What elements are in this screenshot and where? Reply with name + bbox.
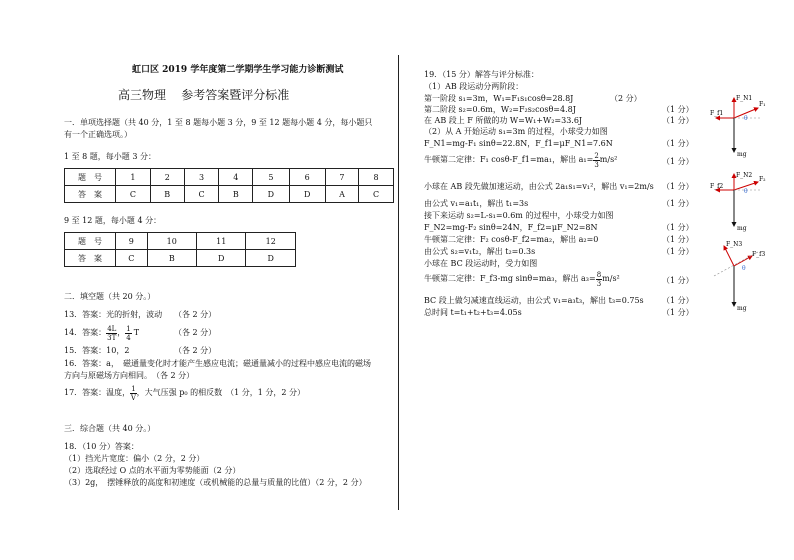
part1-label: 1 至 8 题，每小题 3 分： bbox=[64, 152, 156, 161]
section1-heading: 一．单项选择题（共 40 分，1 至 8 题每小题 3 分，9 至 12 题每小题 4 分，每小题只 bbox=[64, 118, 373, 127]
q19-score-6: （1 分） bbox=[662, 182, 694, 191]
table-cell: 3 bbox=[184, 169, 219, 186]
table-row bbox=[65, 233, 296, 250]
q19-line-14: BC 段上做匀减速直线运动，由公式 v₁=a₃t₃，解出 t₃=0.75s bbox=[424, 296, 644, 305]
q14-prefix: 14．答案： bbox=[64, 328, 107, 337]
table-cell: 9 bbox=[116, 233, 148, 250]
q17-fraction: $\frac{1}{V}$ bbox=[130, 384, 136, 402]
q19-line-7: 由公式 v₁=a₁t₁，解出 t₁=3s bbox=[424, 199, 529, 208]
table-header-cell: 答 案 bbox=[65, 250, 116, 267]
q19-line-6: 小球在 AB 段先做加速运动，由公式 2a₁s₁=v₁²，解出 v₁=2m/s bbox=[424, 182, 654, 191]
table-cell: B bbox=[147, 250, 196, 267]
table-cell: 11 bbox=[197, 233, 246, 250]
column-divider bbox=[398, 55, 399, 510]
diagram-2-fn-label: F_N2 bbox=[736, 172, 753, 179]
diagram-1-f-label: F₁ bbox=[759, 101, 766, 108]
q19-part1: （1）AB 段运动分两阶段： bbox=[424, 82, 524, 91]
q19-line-13-prefix: 牛顿第二定律：F_f3-mg sinθ=ma₃，解出 a₃= bbox=[424, 274, 596, 283]
table-cell: 8 bbox=[359, 169, 394, 186]
q19-line-12: 小球在 BC 段运动时，受力如图 bbox=[424, 259, 538, 268]
q19-part2: （2）从 A 开始运动 s₁=3m 的过程，小球受力如图 bbox=[424, 127, 608, 136]
q19-score-10: （1 分） bbox=[662, 235, 694, 244]
q18-part3: （3）2g， 摆锤释放的高度和初速度（或机械能的总量与质量的比值）（2 分，2 分） bbox=[64, 478, 367, 487]
q19-score-4: （1 分） bbox=[662, 139, 694, 148]
page-title: 虹口区 2019 学年度第二学期学生学习能力诊断测试 bbox=[132, 65, 344, 75]
table-cell: 1 bbox=[116, 169, 151, 186]
table-cell: 10 bbox=[147, 233, 196, 250]
q19-score-15: （1 分） bbox=[662, 308, 694, 317]
table-cell: 5 bbox=[253, 169, 289, 186]
q19-line-5-suffix: m/s² bbox=[599, 155, 618, 164]
table-row bbox=[65, 186, 394, 203]
table-header-cell: 答 案 bbox=[65, 186, 116, 203]
diagram-1-fn-label: F_N1 bbox=[736, 95, 753, 102]
part2-label: 9 至 12 题，每小题 4 分： bbox=[64, 216, 162, 225]
section1-heading-cont: 有一个正确选项。） bbox=[64, 130, 132, 139]
answer-table-2 bbox=[64, 232, 296, 267]
q16-answer: 16．答案：a， 磁通量变化时才能产生感应电流；磁通量减小的过程中感应电流的磁场 bbox=[64, 359, 371, 368]
q19-line-3: 在 AB 段上 F 所做的功 W=W₁+W₂=33.6J bbox=[424, 116, 583, 125]
table-cell: B bbox=[219, 186, 253, 203]
table-header-cell: 题 号 bbox=[65, 169, 116, 186]
q19-line-8: 接下来运动 s₂=L-s₁=0.6m 的过程中，小球受力如图 bbox=[424, 211, 614, 220]
q19-line-4: F_N1=mg-F₁ sinθ=22.8N，F_f1=μF_N1=7.6N bbox=[424, 139, 613, 148]
q19-score-11: （1 分） bbox=[662, 247, 694, 256]
q19-line-2: 第二阶段 s₂=0.6m，W₂=F₂s₂cosθ=4.8J bbox=[424, 105, 576, 114]
q19-line-15: 总时间 t=t₁+t₂+t₃=4.05s bbox=[424, 308, 522, 317]
diagram-1-theta-label: θ bbox=[744, 115, 748, 122]
table-cell: D bbox=[246, 250, 296, 267]
q19-line-13 bbox=[424, 268, 620, 290]
q19-score-9: （1 分） bbox=[662, 223, 694, 232]
table-cell: 12 bbox=[246, 233, 296, 250]
table-cell: C bbox=[184, 186, 219, 203]
q19-line-13-fraction: $\frac{8}{3}$ bbox=[596, 270, 602, 288]
q19-score-7: （1 分） bbox=[662, 199, 694, 208]
q19-score-1: （2 分） bbox=[610, 94, 642, 103]
force-diagram-2 bbox=[704, 170, 772, 234]
table-cell: 6 bbox=[289, 169, 325, 186]
q19-line-10: 牛顿第二定律：F₂ cosθ-F_f2=ma₂，解出 a₂=0 bbox=[424, 235, 599, 244]
table-cell: A bbox=[325, 186, 358, 203]
table-row bbox=[65, 250, 296, 267]
q14-suffix: T bbox=[133, 328, 140, 337]
q19-line-5-prefix: 牛顿第二定律：F₁ cosθ-F_f1=ma₁，解出 a₁= bbox=[424, 155, 594, 164]
table-cell: D bbox=[289, 186, 325, 203]
q18-heading: 18．（10 分）答案： bbox=[64, 442, 139, 451]
q19-score-2: （1 分） bbox=[662, 105, 694, 114]
q17-answer bbox=[64, 382, 305, 404]
q16-answer-cont: 方向与原磁场方向相同。 （各 2 分） bbox=[64, 371, 195, 380]
q19-line-13-suffix: m/s² bbox=[602, 274, 620, 283]
diagram-1-ff-label: F_f1 bbox=[710, 110, 724, 117]
q14-fraction-1: $\frac{4L}{3T}$ bbox=[107, 324, 117, 342]
table-cell: 2 bbox=[150, 169, 184, 186]
diagram-2-mg-label: mg bbox=[737, 225, 747, 232]
q17-suffix: ，大气压强 p₀ 的相反数 （1 分，1 分，2 分） bbox=[136, 388, 305, 397]
q19-score-5: （1 分） bbox=[662, 157, 694, 166]
q13-answer: 13．答案：光的折射，波动 bbox=[64, 310, 163, 319]
q19-line-5-fraction: $\frac{2}{3}$ bbox=[594, 151, 599, 169]
page-subtitle: 高三物理 参考答案暨评分标准 bbox=[118, 88, 290, 102]
diagram-3-theta-label: θ bbox=[742, 265, 746, 272]
force-diagram-3 bbox=[704, 238, 772, 314]
table-cell: 4 bbox=[219, 169, 253, 186]
q15-score: （各 2 分） bbox=[174, 346, 217, 355]
q18-part2: （2）选取经过 O 点的水平面为零势能面（2 分） bbox=[64, 466, 241, 475]
diagram-3-ff-label: F_f3 bbox=[752, 251, 766, 258]
section2-heading: 二．填空题（共 20 分。） bbox=[64, 292, 156, 301]
diagram-2-ff-label: F_f2 bbox=[710, 183, 724, 190]
q14-separator: ， bbox=[117, 328, 126, 337]
q15-answer: 15．答案：10，2 bbox=[64, 346, 130, 355]
normal-force-arrow bbox=[724, 246, 734, 266]
table-cell: C bbox=[116, 250, 148, 267]
table-row bbox=[65, 169, 394, 186]
diagram-1-mg-label: mg bbox=[737, 151, 747, 158]
q13-score: （各 2 分） bbox=[174, 310, 217, 319]
section3-heading: 三．综合题（共 40 分。） bbox=[64, 424, 156, 433]
table-cell: D bbox=[253, 186, 289, 203]
answer-table-1 bbox=[64, 168, 394, 203]
diagram-2-theta-label: θ bbox=[744, 188, 748, 195]
table-cell: 7 bbox=[325, 169, 358, 186]
q14-answer bbox=[64, 322, 139, 344]
q19-score-3: （1 分） bbox=[662, 116, 694, 125]
q19-line-5 bbox=[424, 150, 617, 170]
q19-heading: 19．（15 分）解答与评分标准： bbox=[424, 70, 539, 79]
table-cell: B bbox=[150, 186, 184, 203]
q19-line-9: F_N2=mg-F₂ sinθ=24N，F_f2=μF_N2=8N bbox=[424, 223, 598, 232]
diagram-2-f-label: F₂ bbox=[759, 176, 766, 183]
q14-fraction-2: $\frac{1}{4}$ bbox=[126, 324, 131, 342]
table-cell: C bbox=[359, 186, 394, 203]
q14-score: （各 2 分） bbox=[174, 328, 217, 337]
q18-part1: （1）挡光片宽度：偏小（2 分，2 分） bbox=[64, 454, 205, 463]
diagram-3-mg-label: mg bbox=[737, 305, 747, 312]
table-cell: C bbox=[116, 186, 151, 203]
table-cell: D bbox=[197, 250, 246, 267]
force-diagram-1 bbox=[704, 90, 772, 162]
q19-score-13: （1 分） bbox=[662, 276, 694, 285]
q19-score-14: （1 分） bbox=[662, 296, 694, 305]
q17-prefix: 17．答案：温度， bbox=[64, 388, 131, 397]
q19-line-11: 由公式 s₂=v₁t₂，解出 t₂=0.3s bbox=[424, 247, 536, 256]
table-header-cell: 题 号 bbox=[65, 233, 116, 250]
q19-line-1: 第一阶段 s₁=3m，W₁=F₁s₁cosθ=28.8J bbox=[424, 94, 574, 103]
diagram-3-fn-label: F_N3 bbox=[726, 241, 743, 248]
